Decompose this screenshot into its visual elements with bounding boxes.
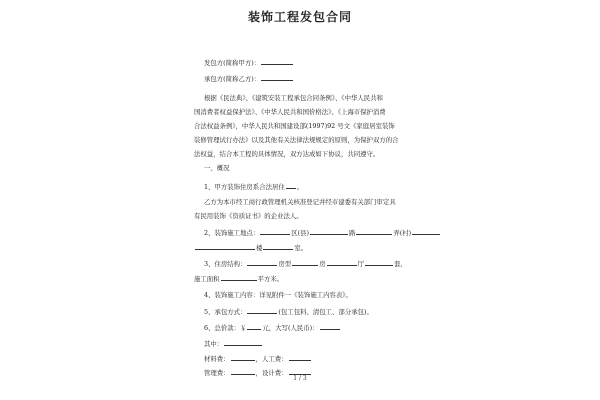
item-3-label: 3、住房结构： — [204, 260, 247, 268]
item-3-area-label: 施工面积 — [194, 275, 220, 283]
item-3-line — [204, 259, 402, 268]
page-indicator: 1 / 3 — [293, 375, 307, 382]
item-3-sets: 套, — [393, 260, 403, 268]
item-4-line: 4、装饰施工内容：详见附件一《装饰施工内容表》。 — [204, 291, 352, 299]
item-3-rooms: 房 — [319, 260, 326, 268]
party-a-line — [204, 58, 294, 67]
item-1-line — [204, 182, 303, 191]
item-1-note-1: 乙方为本市经工商行政管理机关核准登记并经市建委有关部门审定具 — [204, 198, 396, 206]
management-line: 管理费： ，设计费： — [204, 368, 312, 377]
page-title: 装饰工程发包合同 — [247, 10, 352, 24]
room-blank — [263, 243, 293, 250]
sets-blank — [365, 259, 393, 266]
item-2-room: 室。 — [294, 244, 308, 252]
building-blank — [195, 243, 255, 250]
item-1-note-2: 有民用装饰《资质证书》的企业法人。 — [194, 212, 303, 220]
price-words-blank — [320, 323, 340, 330]
price-blank — [247, 323, 261, 330]
labor-label: 人工费： — [261, 355, 288, 363]
party-b-blank — [261, 74, 293, 81]
item-6-line — [204, 323, 341, 332]
item-2-lane: 弄(村) — [393, 229, 412, 237]
item-5-tail: (包工包料、清包工、部分承包)。 — [278, 308, 373, 316]
rooms-blank — [292, 259, 318, 266]
item-3-type: 房型 — [278, 260, 292, 268]
district-blank — [260, 228, 290, 235]
item-2-district: 区(县) — [291, 229, 309, 237]
design-blank — [289, 368, 311, 375]
among-line — [204, 339, 263, 348]
lane-blank — [356, 228, 392, 235]
party-a-blank — [261, 58, 293, 65]
preamble-line-5: 法权益，结合本工程的具体情况，双方达成如下协议，共同遵守。 — [194, 150, 380, 158]
structure-blank — [247, 259, 277, 266]
materials-blank — [231, 354, 255, 361]
management-blank — [231, 368, 255, 375]
item-2-label: 2、装饰施工地点： — [204, 229, 260, 237]
preamble-line-2: 国消费者权益保护法》、《中华人民共和国价格法》、《上海市保护消费 — [194, 108, 386, 116]
preamble-line-4: 装修管理试行办法》以及其他有关法律法规规定的原则，为保护双方的合 — [194, 136, 399, 144]
halls-blank — [327, 259, 357, 266]
item-1-text: 1、甲方装饰住房系合法居住 — [204, 183, 285, 191]
item-1-blank — [286, 182, 296, 189]
management-label: 管理费： — [204, 369, 230, 377]
preamble-line-3: 合法权益条例》，中华人民共和国建设部(1997)92 号文《家庭居室装饰 — [194, 122, 395, 130]
preamble-line-1: 根据《民法典》、《建筑安装工程承包合同条例》、《中华人民共和 — [204, 94, 383, 102]
item-5-line — [204, 307, 373, 316]
party-b-label: 承包方(简称乙方)： — [204, 75, 261, 83]
area-blank — [221, 274, 257, 281]
item-2-line — [204, 228, 441, 237]
section-heading: 一、概况 — [204, 164, 230, 172]
road-blank — [310, 228, 348, 235]
item-6-unit: 元，大写(人民币)： — [262, 324, 319, 332]
item-6-label: 6、总价款：￥ — [204, 324, 247, 332]
item-2-road: 路 — [348, 229, 356, 237]
party-b-line — [204, 74, 294, 83]
materials-line: 材料费： ，人工费： — [204, 354, 312, 363]
item-5-label: 5、承包方式： — [204, 308, 247, 316]
lane-no-blank — [412, 228, 440, 235]
item-2-line-2 — [194, 243, 307, 252]
item-2-building: 楼 — [256, 244, 263, 252]
party-a-label: 发包方(简称甲方)： — [204, 59, 261, 67]
design-label: 设计费： — [261, 369, 288, 377]
labor-blank — [289, 354, 311, 361]
item-3-area-unit: 平方米。 — [257, 275, 284, 283]
materials-label: 材料费： — [204, 355, 230, 363]
item-1-end: 。 — [296, 183, 304, 191]
item-3-line-2 — [194, 274, 283, 283]
contract-mode-blank — [247, 307, 277, 314]
among-blank — [224, 339, 262, 346]
among-label: 其中： — [204, 340, 224, 348]
item-3-halls: 厅 — [357, 260, 364, 268]
